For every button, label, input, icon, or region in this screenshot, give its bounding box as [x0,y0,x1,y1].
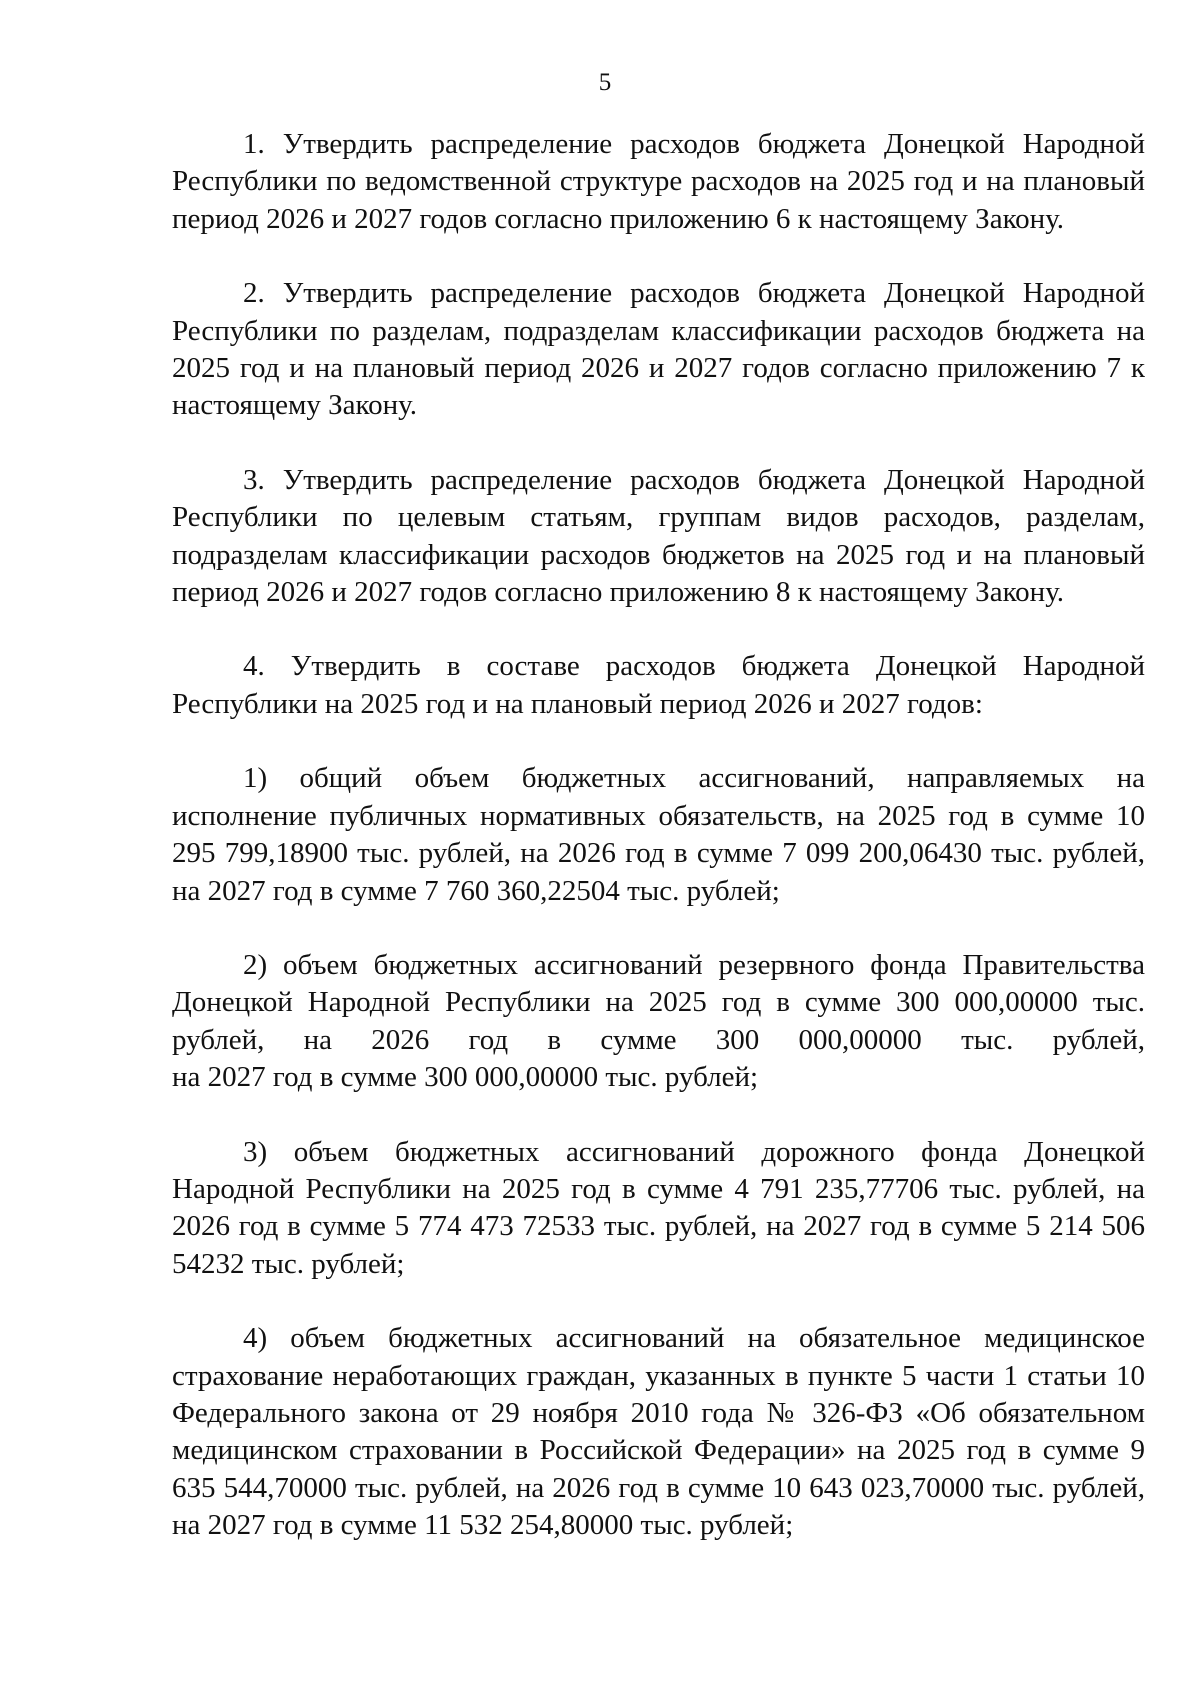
paragraph-4-item-2-tail: на 2027 год в сумме 300 000,00000 тыс. рублей; [172,1061,759,1094]
paragraph-1: 1. Утвердить распределение расходов бюджета Донецкой Народной Республики по ведомственной структуре расходов на 2025 год и на плановый период 2026 и 2027 годов согласно приложению 6 к настоящему Закону. [172,128,1145,235]
paragraph-4-item-1: 1) общий объем бюджетных ассигнований, направляемых на исполнение публичных нормативных обязательств, на 2025 год в сумме 10 295 799,18900 тыс. рублей, на 2026 год в сумме 7 099 200,06430 тыс. рублей, на 2027 год в сумме 7 760 360,22504 тыс. рублей; [172,762,1145,907]
document-body [172,126,1145,1545]
paragraph-4: 4. Утвердить в составе расходов бюджета Донецкой Народной Республики на 2025 год и на плановый период 2026 и 2027 годов: [172,650,1145,720]
paragraph-4-item-3: 3) объем бюджетных ассигнований дорожного фонда Донецкой Народной Республики на 2025 год в сумме 4 791 235,77706 тыс. рублей, на 2026 год в сумме 5 774 473 72533 тыс. рублей, на 2027 год в сумме 5 214 506 54232 тыс. рублей; [172,1135,1145,1280]
paragraph-4-item-2-main: 2) объем бюджетных ассигнований резервного фонда Правительства Донецкой Народной Республики на 2025 год в сумме 300 000,00000 тыс. рублей, на 2026 год в сумме 300 000,00000 тыс. рублей, [172,948,1145,1056]
paragraph-3: 3. Утвердить распределение расходов бюджета Донецкой Народной Республики по целевым статьям, группам видов расходов, разделам, подразделам классификации расходов бюджетов на 2025 год и на плановый период 2026 и 2027 годов согласно приложению 8 к настоящему Закону. [172,463,1145,609]
paragraph-2: 2. Утвердить распределение расходов бюджета Донецкой Народной Республики по разделам, подразделам классификации расходов бюджета на 2025 год и на плановый период 2026 и 2027 годов согласно приложению 7 к настоящему Закону. [172,277,1145,422]
page-number: 5 [598,69,612,96]
paragraph-4-item-2 [172,947,1145,1097]
paragraph-4-item-4: 4) объем бюджетных ассигнований на обязательное медицинское страхование неработающих граждан, указанных в пункте 5 части 1 статьи 10 Федерального закона от 29 ноября 2010 года № 326-ФЗ «Об обязательном медицинском страховании в Российской Федерации» на 2025 год в сумме 9 635 544,70000 тыс. рублей, на 2026 год в сумме 10 643 023,70000 тыс. рублей, на 2027 год в сумме 11 532 254,80000 тыс. рублей; [172,1322,1145,1542]
